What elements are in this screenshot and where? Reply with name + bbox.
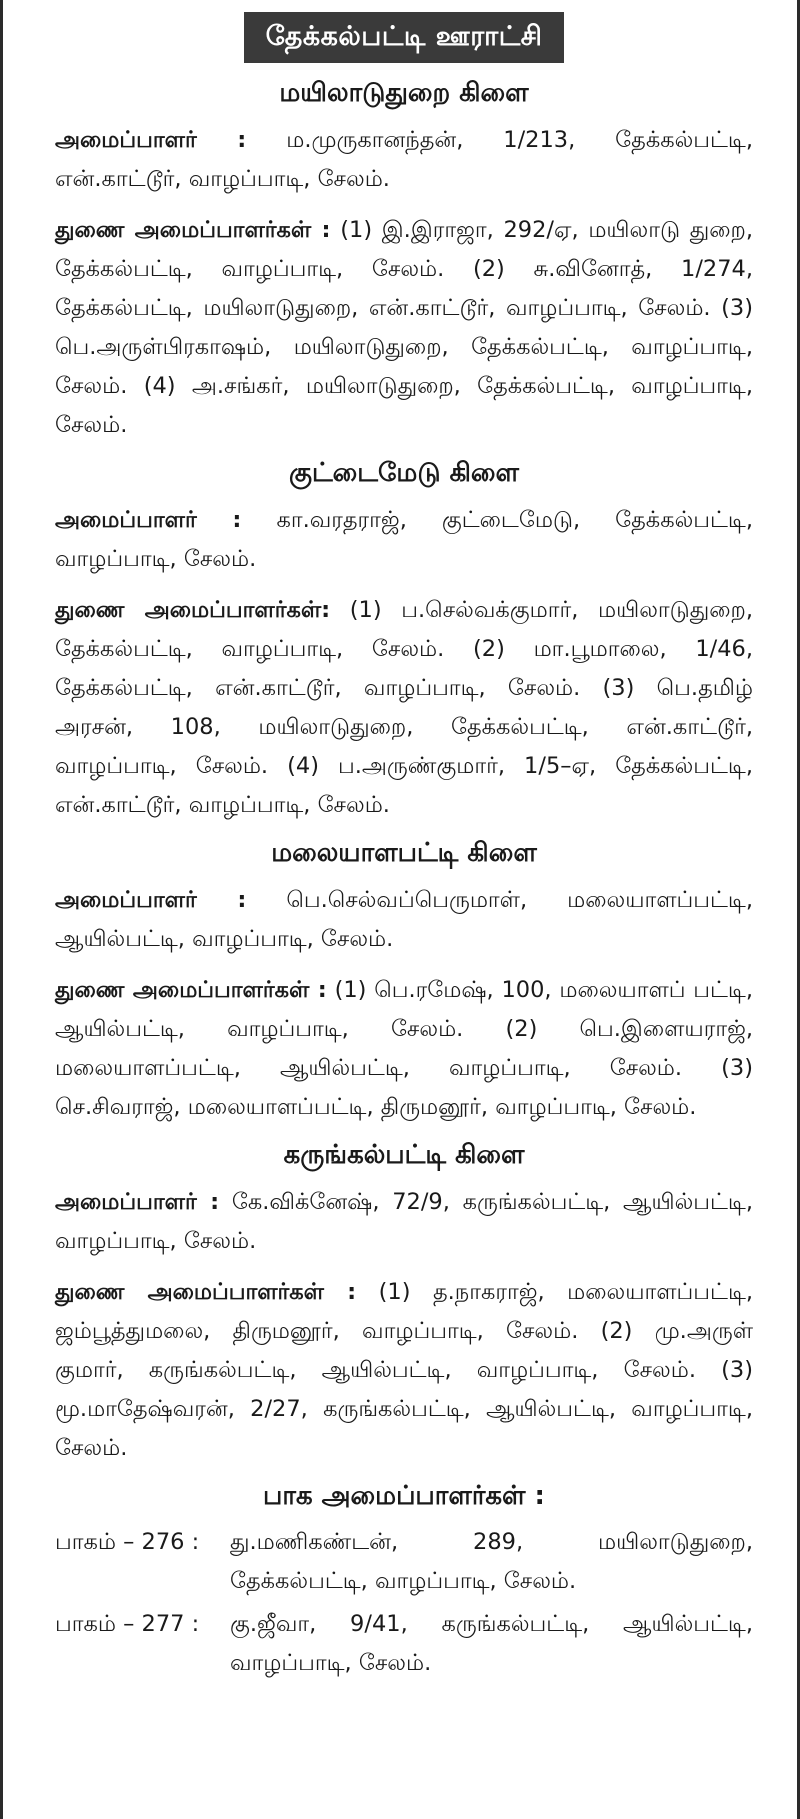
deputy-text: (1) த.நாகராஜ், மலையாளப்பட்டி, ஜம்பூத்துமலை, திருமனூர், வாழப்பாடி, சேலம். (2) மு.அருள் குமார், கருங்கல்பட்டி, ஆயில்பட்டி, வாழப்பாடி, சேலம். (3) மூ.மாதேஷ்வரன், 2/27, கருங்கல்பட்டி, ஆயில்பட்டி, வாழப்பாடி, சேலம். <box>55 1278 754 1461</box>
branch-section <box>55 1139 753 1468</box>
organizer-text: பெ.செல்வப்பெருமாள், மலையாளப்பட்டி, ஆயில்பட்டி, வாழப்பாடி, சேலம். <box>55 886 753 952</box>
deputy-paragraph <box>55 971 753 1127</box>
deputy-paragraph <box>55 1273 753 1468</box>
organizer-label: அமைப்பாளர் : <box>55 886 247 913</box>
branch-heading: மலையாளபட்டி கிளை <box>271 837 537 868</box>
part-row <box>55 1523 753 1601</box>
deputy-paragraph <box>55 591 753 825</box>
part-number-label: பாகம் – 276 : <box>55 1529 200 1556</box>
organizer-text: கா.வரதராஜ், குட்டைமேடு, தேக்கல்பட்டி, வாழப்பாடி, சேலம். <box>55 506 753 572</box>
branch-section <box>55 77 753 445</box>
organizer-label: அமைப்பாளர் : <box>55 127 247 154</box>
organizer-text: கே.விக்னேஷ், 72/9, கருங்கல்பட்டி, ஆயில்பட்டி, வாழப்பாடி, சேலம். <box>55 1188 753 1254</box>
part-organizer-text: து.மணிகண்டன், 289, மயிலாடுதுறை, தேக்கல்பட்டி, வாழப்பாடி, சேலம். <box>230 1529 753 1595</box>
banner-wrap <box>55 12 753 63</box>
organizer-paragraph <box>55 1183 753 1261</box>
part-organizers-section <box>55 1480 753 1684</box>
part-organizers-heading: பாக அமைப்பாளர்கள் : <box>263 1480 545 1511</box>
branch-heading: மயிலாடுதுறை கிளை <box>279 78 529 109</box>
deputy-label: துணை அமைப்பாளர்கள் : <box>55 1278 357 1305</box>
branch-section <box>55 457 753 825</box>
panchayat-banner: தேக்கல்பட்டி ஊராட்சி <box>244 12 565 63</box>
part-row <box>55 1605 753 1683</box>
deputy-text: (1) ப.செல்வக்குமார், மயிலாடுதுறை, தேக்கல்பட்டி, வாழப்பாடி, சேலம். (2) மா.பூமாலை, 1/46, தேக்கல்பட்டி, என்.காட்டூர், வாழப்பாடி, சேலம். (3) பெ.தமிழ் அரசன், 108, மயிலாடுதுறை, தேக்கல்பட்டி, என்.காட்டூர், வாழப்பாடி, சேலம். (4) ப.அருண்குமார், 1/5–ஏ, தேக்கல்பட்டி, என்.காட்டூர், வாழப்பாடி, சேலம். <box>55 596 753 818</box>
organizer-paragraph <box>55 501 753 579</box>
deputy-label: துணை அமைப்பாளர்கள் : <box>55 217 331 244</box>
deputy-label: துணை அமைப்பாளர்கள்: <box>55 596 331 623</box>
branch-heading: குட்டைமேடு கிளை <box>289 458 519 489</box>
deputy-label: துணை அமைப்பாளர்கள் : <box>55 976 327 1003</box>
branch-heading: கருங்கல்பட்டி கிளை <box>283 1139 525 1170</box>
deputy-text: (1) பெ.ரமேஷ், 100, மலையாளப் பட்டி, ஆயில்பட்டி, வாழப்பாடி, சேலம். (2) பெ.இளையராஜ், மலையாளப்பட்டி, ஆயில்பட்டி, வாழப்பாடி, சேலம். (3) செ.சிவராஜ், மலையாளப்பட்டி, திருமனூர், வாழப்பாடி, சேலம். <box>55 976 753 1120</box>
branch-section <box>55 837 753 1127</box>
organizer-label: அமைப்பாளர் : <box>55 506 242 533</box>
part-organizer-text: கு.ஜீவா, 9/41, கருங்கல்பட்டி, ஆயில்பட்டி, வாழப்பாடி, சேலம். <box>230 1611 753 1677</box>
organizer-text: ம.முருகானந்தன், 1/213, தேக்கல்பட்டி, என்.காட்டூர், வாழப்பாடி, சேலம். <box>55 127 753 193</box>
organizer-paragraph <box>55 121 753 199</box>
part-number-label: பாகம் – 277 : <box>55 1611 200 1638</box>
deputy-paragraph <box>55 211 753 445</box>
organizer-label: அமைப்பாளர் : <box>55 1188 220 1215</box>
deputy-text: (1) இ.இராஜா, 292/ஏ, மயிலாடு துறை, தேக்கல்பட்டி, வாழப்பாடி, சேலம். (2) சு.வினோத், 1/274, தேக்கல்பட்டி, மயிலாடுதுறை, என்.காட்டூர், வாழப்பாடி, சேலம். (3) பெ.அருள்பிரகாஷம், மயிலாடுதுறை, தேக்கல்பட்டி, வாழப்பாடி, சேலம். (4) அ.சங்கர், மயிலாடுதுறை, தேக்கல்பட்டி, வாழப்பாடி, சேலம். <box>55 217 753 439</box>
organizer-paragraph <box>55 881 753 959</box>
